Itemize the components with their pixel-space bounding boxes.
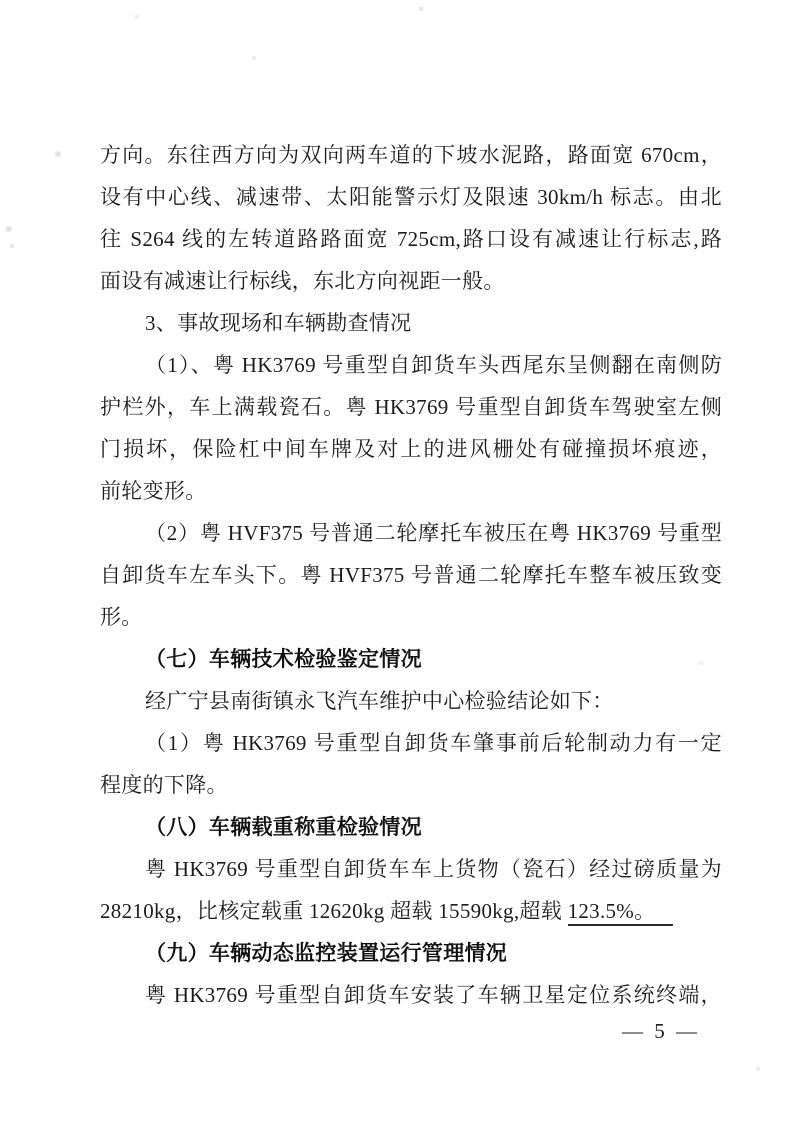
- body-text-line: [100, 890, 722, 932]
- document-body: [100, 134, 722, 1016]
- body-text-line: 粤 HK3769 号重型自卸货车车上货物（瓷石）经过磅质量为: [145, 857, 722, 881]
- body-text-line: 经广宁县南街镇永飞汽车维护中心检验结论如下：: [145, 689, 614, 713]
- body-text-line: （1）、粤 HK3769 号重型自卸货车头西尾东呈侧翻在南侧防: [145, 353, 722, 377]
- body-text-line: 形。: [100, 605, 143, 629]
- body-text-line: 自卸货车左车头下。粤 HVF375 号普通二轮摩托车整车被压致变: [100, 563, 722, 587]
- body-text-line: 程度的下降。: [100, 773, 228, 797]
- body-text-line: （2）粤 HVF375 号普通二轮摩托车被压在粤 HK3769 号重型: [145, 521, 722, 545]
- body-text-line: 方向。东往西方向为双向两车道的下坡水泥路，路面宽 670cm，: [100, 143, 722, 167]
- section-heading-9: （九）车辆动态监控装置运行管理情况: [145, 941, 508, 965]
- body-text-line: 面设有减速让行标线，东北方向视距一般。: [100, 269, 505, 293]
- overload-percentage-underlined: 123.5%。: [568, 899, 674, 926]
- page-number: — 5 —: [622, 1019, 700, 1043]
- body-text-line: 设有中心线、减速带、太阳能警示灯及限速 30km/h 标志。由北: [100, 185, 722, 209]
- body-text-line: 往 S264 线的左转道路路面宽 725cm,路口设有减速让行标志,路: [100, 227, 722, 251]
- body-text-line: 护栏外，车上满载瓷石。粤 HK3769 号重型自卸货车驾驶室左侧: [100, 395, 722, 419]
- scan-noise-speckles: [0, 0, 2, 2]
- body-text-line: 门损坏，保险杠中间车牌及对上的进风栅处有碰撞损坏痕迹，: [100, 437, 722, 461]
- body-text-line: （1）粤 HK3769 号重型自卸货车肇事前后轮制动力有一定: [145, 731, 722, 755]
- body-text-line: 前轮变形。: [100, 479, 207, 503]
- section-heading-7: （七）车辆技术检验鉴定情况: [145, 647, 422, 671]
- overload-stat-text: 28210kg，比核定载重 12620kg 超载 15590kg,超载: [100, 899, 568, 923]
- section-heading-8: （八）车辆载重称重检验情况: [145, 815, 422, 839]
- body-text-line: 粤 HK3769 号重型自卸货车安装了车辆卫星定位系统终端，: [145, 983, 722, 1007]
- subsection-title: 3、事故现场和车辆勘查情况: [145, 311, 412, 335]
